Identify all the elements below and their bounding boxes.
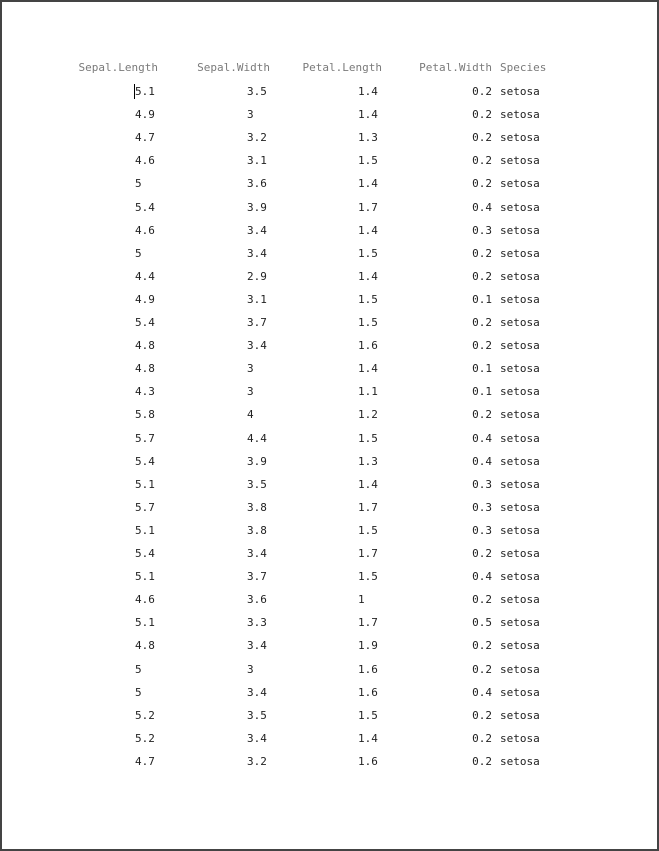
cell-species: setosa — [500, 500, 540, 514]
cell-species: setosa — [500, 131, 540, 145]
cell-sepal-width: 3.8 — [247, 523, 267, 537]
cell-petal-width: 0.1 — [472, 385, 492, 399]
cell-petal-width: 0.2 — [472, 547, 492, 560]
cell-petal-length: 1.4 — [358, 223, 378, 237]
cell-sepal-width: 3.4 — [247, 246, 267, 260]
cell-petal-width: 0.2 — [472, 639, 492, 653]
table-row — [2, 476, 657, 494]
table-row — [2, 175, 657, 193]
cell-petal-width: 0.2 — [472, 246, 492, 260]
cell-sepal-length: 5.7 — [135, 500, 155, 514]
table-row — [2, 360, 657, 378]
table-row — [2, 453, 657, 471]
cell-sepal-length: 4.8 — [135, 339, 155, 353]
cell-species: setosa — [500, 316, 540, 329]
cell-sepal-length: 4.6 — [135, 223, 155, 237]
cell-species: setosa — [500, 639, 540, 653]
table-row — [2, 753, 657, 771]
cell-sepal-width: 3 — [247, 662, 254, 676]
cell-sepal-width: 3.4 — [247, 731, 267, 745]
cell-species: setosa — [500, 408, 540, 422]
cell-species: setosa — [500, 431, 540, 445]
cell-sepal-length: 5.1 — [135, 85, 155, 98]
table-row — [2, 383, 657, 401]
cell-sepal-length: 5.4 — [135, 454, 155, 468]
cell-sepal-width: 3 — [247, 108, 254, 122]
header-petal-width: Petal.Width — [419, 61, 492, 74]
cell-petal-width: 0.2 — [472, 731, 492, 745]
cell-species: setosa — [500, 339, 540, 353]
cell-petal-length: 1.7 — [358, 547, 378, 560]
cell-petal-width: 0.1 — [472, 292, 492, 306]
cell-sepal-length: 5 — [135, 177, 142, 191]
cell-petal-length: 1.5 — [358, 570, 378, 584]
table-row — [2, 637, 657, 655]
table-row — [2, 83, 657, 101]
cell-sepal-length: 5 — [135, 662, 142, 676]
cell-sepal-width: 3.4 — [247, 223, 267, 237]
table-row — [2, 337, 657, 355]
cell-sepal-length: 4.7 — [135, 754, 155, 768]
cell-species: setosa — [500, 292, 540, 306]
cell-petal-length: 1 — [358, 593, 365, 607]
cell-petal-width: 0.2 — [472, 269, 492, 283]
cell-petal-length: 1.5 — [358, 523, 378, 537]
table-row — [2, 245, 657, 263]
cell-sepal-width: 3.2 — [247, 131, 267, 145]
cell-sepal-width: 3 — [247, 385, 254, 399]
cell-species: setosa — [500, 662, 540, 676]
cell-sepal-length: 4.6 — [135, 154, 155, 168]
cell-petal-width: 0.5 — [472, 616, 492, 630]
table-row — [2, 614, 657, 632]
cell-species: setosa — [500, 246, 540, 260]
cell-sepal-length: 5.2 — [135, 731, 155, 745]
cell-petal-length: 1.7 — [358, 500, 378, 514]
cell-petal-length: 1.4 — [358, 177, 378, 191]
cell-petal-length: 1.5 — [358, 431, 378, 445]
cell-sepal-width: 3 — [247, 362, 254, 376]
cell-petal-length: 1.2 — [358, 408, 378, 422]
table-row — [2, 106, 657, 124]
cell-petal-length: 1.4 — [358, 477, 378, 491]
cell-species: setosa — [500, 708, 540, 722]
cell-sepal-width: 3.9 — [247, 200, 267, 214]
cell-petal-length: 1.6 — [358, 754, 378, 768]
cell-petal-width: 0.4 — [472, 431, 492, 445]
table-row — [2, 199, 657, 217]
cell-sepal-length: 5.8 — [135, 408, 155, 422]
cell-petal-width: 0.4 — [472, 454, 492, 468]
cell-petal-width: 0.2 — [472, 593, 492, 607]
cell-sepal-width: 3.7 — [247, 316, 267, 329]
cell-petal-width: 0.2 — [472, 662, 492, 676]
cell-petal-width: 0.2 — [472, 131, 492, 145]
table-row — [2, 730, 657, 748]
table-header-row — [2, 59, 657, 77]
cell-sepal-width: 3.1 — [247, 292, 267, 306]
cell-petal-length: 1.5 — [358, 292, 378, 306]
cell-species: setosa — [500, 362, 540, 376]
cell-petal-length: 1.5 — [358, 316, 378, 329]
cell-petal-width: 0.2 — [472, 708, 492, 722]
table-row — [2, 522, 657, 540]
cell-petal-length: 1.5 — [358, 154, 378, 168]
table-row — [2, 499, 657, 517]
cell-petal-length: 1.6 — [358, 662, 378, 676]
cell-sepal-width: 3.5 — [247, 708, 267, 722]
cell-sepal-length: 4.7 — [135, 131, 155, 145]
cell-species: setosa — [500, 685, 540, 699]
cell-petal-width: 0.3 — [472, 477, 492, 491]
cell-petal-length: 1.7 — [358, 200, 378, 214]
cell-species: setosa — [500, 616, 540, 630]
table-row — [2, 152, 657, 170]
cell-sepal-length: 4.9 — [135, 292, 155, 306]
table-row — [2, 591, 657, 609]
table-row — [2, 568, 657, 586]
cell-species: setosa — [500, 385, 540, 399]
cell-petal-length: 1.5 — [358, 708, 378, 722]
cell-petal-width: 0.1 — [472, 362, 492, 376]
cell-sepal-length: 5.4 — [135, 200, 155, 214]
cell-sepal-width: 3.4 — [247, 685, 267, 699]
header-species: Species — [500, 61, 547, 74]
cell-petal-width: 0.4 — [472, 200, 492, 214]
cell-sepal-length: 5 — [135, 246, 142, 260]
cell-petal-width: 0.3 — [472, 500, 492, 514]
text-cursor — [134, 84, 135, 99]
table-row — [2, 684, 657, 702]
cell-sepal-width: 3.4 — [247, 639, 267, 653]
cell-sepal-width: 4 — [247, 408, 254, 422]
cell-sepal-width: 4.4 — [247, 431, 267, 445]
cell-sepal-length: 5.4 — [135, 316, 155, 329]
cell-sepal-length: 5 — [135, 685, 142, 699]
cell-sepal-length: 4.6 — [135, 593, 155, 607]
cell-petal-length: 1.6 — [358, 685, 378, 699]
cell-species: setosa — [500, 223, 540, 237]
cell-species: setosa — [500, 177, 540, 191]
cell-sepal-length: 5.1 — [135, 477, 155, 491]
cell-species: setosa — [500, 593, 540, 607]
table-row — [2, 406, 657, 424]
cell-sepal-width: 3.2 — [247, 754, 267, 768]
cell-sepal-length: 4.8 — [135, 639, 155, 653]
table-row — [2, 129, 657, 147]
cell-sepal-width: 3.9 — [247, 454, 267, 468]
cell-sepal-width: 3.5 — [247, 477, 267, 491]
cell-sepal-width: 3.7 — [247, 570, 267, 584]
table-row — [2, 545, 657, 563]
cell-petal-width: 0.2 — [472, 85, 492, 98]
table-row — [2, 430, 657, 448]
cell-sepal-length: 5.7 — [135, 431, 155, 445]
table-row — [2, 222, 657, 240]
cell-species: setosa — [500, 154, 540, 168]
table-row — [2, 268, 657, 286]
cell-sepal-length: 4.3 — [135, 385, 155, 399]
cell-sepal-width: 3.6 — [247, 177, 267, 191]
cell-petal-width: 0.2 — [472, 316, 492, 329]
cell-petal-length: 1.6 — [358, 339, 378, 353]
header-sepal-width: Sepal.Width — [197, 61, 270, 74]
cell-species: setosa — [500, 547, 540, 560]
cell-sepal-width: 3.6 — [247, 593, 267, 607]
cell-petal-length: 1.9 — [358, 639, 378, 653]
cell-species: setosa — [500, 731, 540, 745]
cell-petal-width: 0.2 — [472, 154, 492, 168]
cell-sepal-width: 3.8 — [247, 500, 267, 514]
cell-petal-length: 1.4 — [358, 85, 378, 98]
cell-sepal-length: 5.2 — [135, 708, 155, 722]
cell-sepal-width: 3.4 — [247, 339, 267, 353]
header-petal-length: Petal.Length — [302, 61, 382, 74]
cell-petal-length: 1.4 — [358, 731, 378, 745]
cell-petal-width: 0.4 — [472, 685, 492, 699]
table-row — [2, 661, 657, 679]
cell-sepal-length: 5.4 — [135, 547, 155, 560]
cell-petal-length: 1.5 — [358, 246, 378, 260]
table-row — [2, 707, 657, 725]
cell-sepal-width: 3.3 — [247, 616, 267, 630]
header-sepal-length: Sepal.Length — [78, 61, 158, 74]
cell-petal-length: 1.4 — [358, 269, 378, 283]
cell-sepal-length: 4.8 — [135, 362, 155, 376]
cell-species: setosa — [500, 477, 540, 491]
cell-species: setosa — [500, 570, 540, 584]
cell-sepal-width: 2.9 — [247, 269, 267, 283]
cell-sepal-length: 4.4 — [135, 269, 155, 283]
cell-sepal-length: 5.1 — [135, 570, 155, 584]
cell-species: setosa — [500, 200, 540, 214]
cell-petal-width: 0.2 — [472, 108, 492, 122]
cell-petal-length: 1.3 — [358, 131, 378, 145]
cell-petal-length: 1.3 — [358, 454, 378, 468]
cell-petal-length: 1.4 — [358, 362, 378, 376]
table-row — [2, 314, 657, 332]
cell-petal-width: 0.4 — [472, 570, 492, 584]
cell-sepal-length: 5.1 — [135, 616, 155, 630]
cell-petal-width: 0.2 — [472, 339, 492, 353]
cell-species: setosa — [500, 85, 540, 98]
table-row — [2, 291, 657, 309]
cell-species: setosa — [500, 269, 540, 283]
cell-petal-width: 0.2 — [472, 177, 492, 191]
cell-species: setosa — [500, 454, 540, 468]
cell-species: setosa — [500, 754, 540, 768]
cell-species: setosa — [500, 523, 540, 537]
cell-petal-width: 0.3 — [472, 523, 492, 537]
cell-petal-width: 0.2 — [472, 754, 492, 768]
cell-sepal-width: 3.1 — [247, 154, 267, 168]
cell-sepal-width: 3.4 — [247, 547, 267, 560]
cell-sepal-length: 5.1 — [135, 523, 155, 537]
cell-species: setosa — [500, 108, 540, 122]
cell-petal-length: 1.1 — [358, 385, 378, 399]
cell-sepal-width: 3.5 — [247, 85, 267, 98]
cell-petal-length: 1.7 — [358, 616, 378, 630]
cell-petal-width: 0.2 — [472, 408, 492, 422]
cell-petal-width: 0.3 — [472, 223, 492, 237]
cell-sepal-length: 4.9 — [135, 108, 155, 122]
cell-petal-length: 1.4 — [358, 108, 378, 122]
